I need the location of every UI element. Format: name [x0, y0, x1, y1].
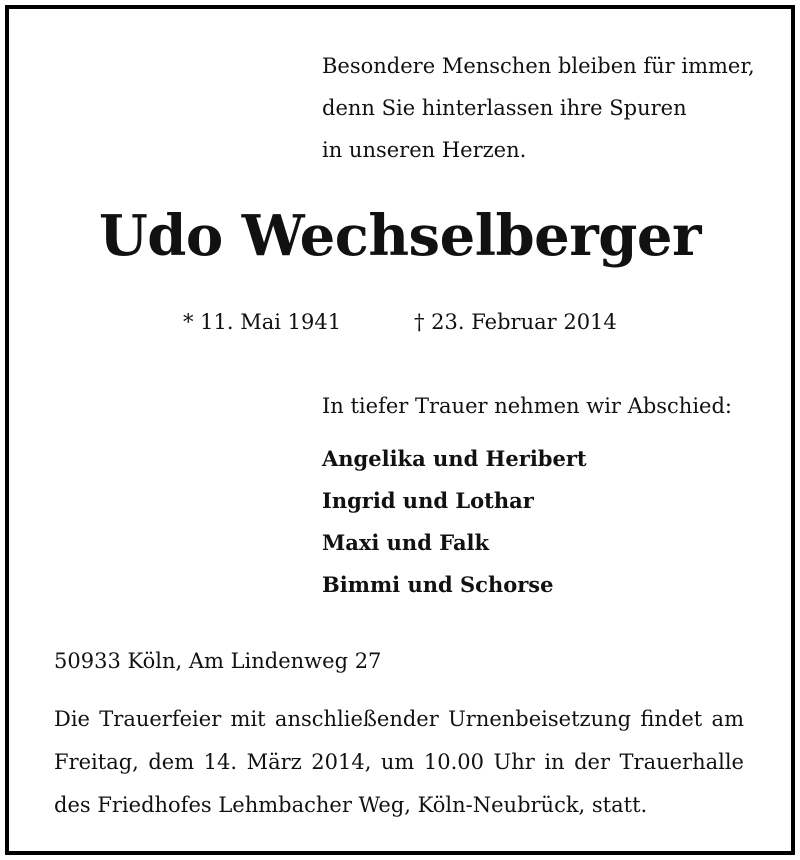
deceased-name: Udo Wechselberger: [98, 203, 702, 269]
verse-line-2: denn Sie hinterlassen ihre Spuren: [322, 96, 687, 120]
verse-line-3: in unseren Herzen.: [322, 138, 527, 162]
birth-date: * 11. Mai 1941: [183, 310, 342, 334]
verse-line-1: Besondere Menschen bleiben für immer,: [322, 54, 755, 78]
mourner-name-1: Angelika und Heribert: [322, 446, 587, 471]
mourner-name-2: Ingrid und Lothar: [322, 488, 534, 513]
funeral-notice: Die Trauerfeier mit anschließender Urnenbeisetzung findet am Freitag, dem 14. März 2014, um 10.00 Uhr in der Trauerhalle des Friedhofes Lehmbacher Weg, Köln-Neubrück, statt.: [54, 707, 744, 817]
death-date: † 23. Februar 2014: [414, 310, 617, 334]
mourner-name-3: Maxi und Falk: [322, 530, 490, 555]
address: 50933 Köln, Am Lindenweg 27: [54, 649, 382, 673]
mourning-intro: In tiefer Trauer nehmen wir Abschied:: [322, 394, 732, 418]
mourner-name-4: Bimmi und Schorse: [322, 572, 554, 597]
